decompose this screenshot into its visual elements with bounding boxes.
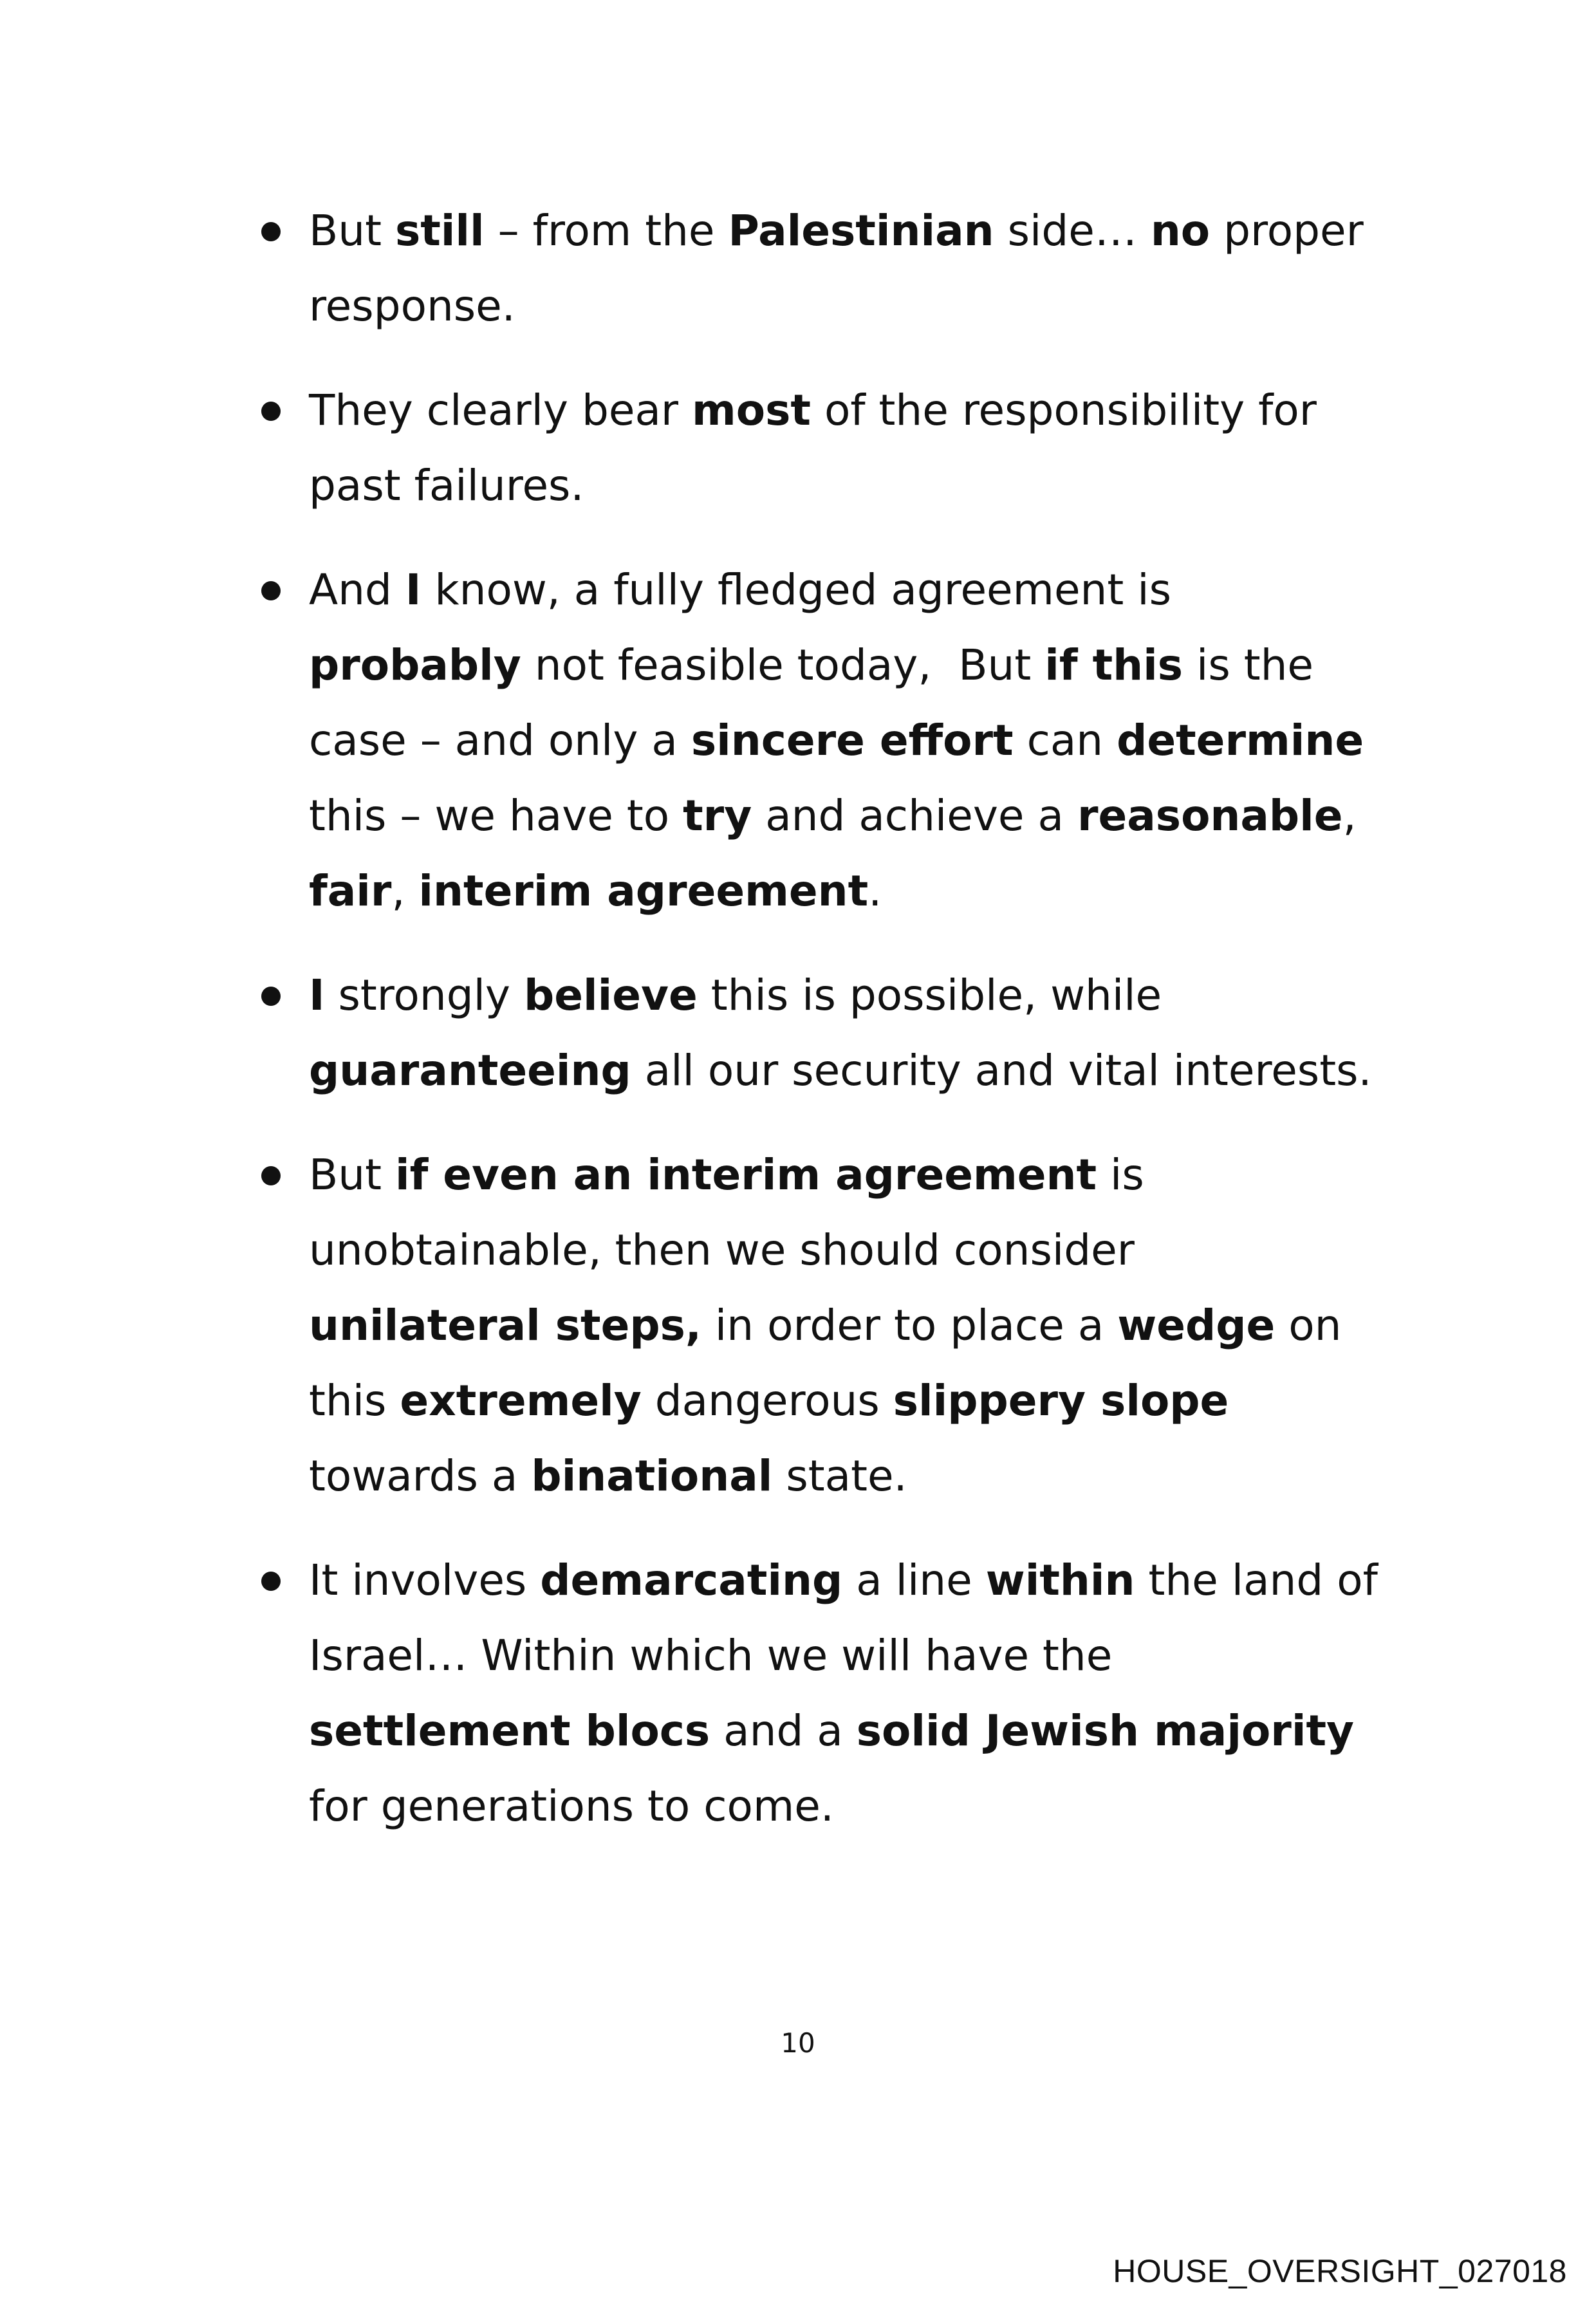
text-line [309, 1363, 1402, 1438]
bullet-item [256, 552, 1402, 929]
bullet-dot-icon [261, 402, 281, 421]
bold-text-run: within [985, 1555, 1135, 1605]
text-run: the land of [1135, 1555, 1378, 1605]
text-run: , [391, 866, 419, 916]
bold-text-run: if this [1044, 640, 1183, 690]
bold-text-run: interim agreement [418, 866, 869, 916]
bold-text-run: solid Jewish majority [856, 1706, 1355, 1756]
bold-text-run: sincere effort [691, 716, 1014, 765]
text-run: past failures. [309, 461, 584, 510]
bold-text-run: binational [531, 1451, 773, 1501]
text-run: unobtainable, then we should consider [309, 1225, 1135, 1275]
bold-text-run: probably [309, 640, 521, 690]
text-run: is [1097, 1150, 1144, 1200]
bold-text-run: slippery slope [893, 1376, 1229, 1425]
text-run: not feasible today, But [521, 640, 1045, 690]
bullet-item [256, 1543, 1402, 1844]
text-line [309, 627, 1402, 703]
text-line [309, 958, 1402, 1033]
bold-text-run: unilateral steps, [309, 1301, 701, 1350]
bullet-item [256, 193, 1402, 344]
text-line [309, 552, 1402, 627]
text-run: And [309, 565, 405, 615]
text-run: and a [710, 1706, 857, 1756]
text-run: side… [994, 206, 1151, 255]
text-line [309, 373, 1402, 448]
bold-text-run: settlement blocs [309, 1706, 710, 1756]
bullet-dot-icon [261, 987, 281, 1006]
text-run: is the [1183, 640, 1314, 690]
text-run: But [309, 206, 395, 255]
bullet-dot-icon [261, 581, 281, 600]
text-line [309, 193, 1402, 268]
text-run: of the responsibility for [810, 385, 1317, 435]
bold-text-run: guaranteeing [309, 1046, 631, 1095]
bold-text-run: if even an interim agreement [394, 1150, 1097, 1200]
bullet-item [256, 373, 1402, 523]
bold-text-run: no [1150, 206, 1211, 255]
text-line [309, 448, 1402, 523]
bold-text-run: fair [309, 866, 392, 916]
text-run: and achieve a [752, 791, 1077, 840]
text-run: know, a fully fledged agreement is [421, 565, 1171, 615]
text-line [309, 1693, 1402, 1768]
text-run: , [1342, 791, 1357, 840]
text-run: all our security and vital interests. [631, 1046, 1372, 1095]
bullet-item [256, 1137, 1402, 1514]
text-run: But [309, 1150, 395, 1200]
text-line [309, 1768, 1402, 1844]
text-run: strongly [324, 970, 524, 1020]
bold-text-run: try [683, 791, 752, 840]
text-run: dangerous [641, 1376, 893, 1425]
text-run: this [309, 1376, 400, 1425]
bullet-list [256, 193, 1402, 1873]
text-run: . [868, 866, 882, 916]
text-line [309, 1618, 1402, 1693]
bold-text-run: Palestinian [728, 206, 994, 255]
bullet-dot-icon [261, 222, 281, 241]
bold-text-run: believe [523, 970, 698, 1020]
text-line [309, 1212, 1402, 1288]
bullet-dot-icon [261, 1166, 281, 1185]
text-line [309, 778, 1402, 853]
bold-text-run: determine [1117, 716, 1364, 765]
text-run: – from the [484, 206, 728, 255]
text-line [309, 1137, 1402, 1212]
text-run: in order to place a [701, 1301, 1118, 1350]
bold-text-run: demarcating [540, 1555, 843, 1605]
bullet-dot-icon [261, 1572, 281, 1591]
bold-text-run: I [309, 970, 325, 1020]
bold-text-run: most [692, 385, 811, 435]
bold-text-run: still [394, 206, 485, 255]
text-run: a line [842, 1555, 986, 1605]
text-run: case – and only a [309, 716, 691, 765]
bold-text-run: extremely [400, 1376, 642, 1425]
text-run: towards a [309, 1451, 532, 1501]
text-run: state. [772, 1451, 907, 1501]
text-run: on [1275, 1301, 1342, 1350]
text-run: can [1013, 716, 1117, 765]
text-run: They clearly bear [309, 385, 692, 435]
text-run: this is possible, while [697, 970, 1162, 1020]
bold-text-run: reasonable [1077, 791, 1343, 840]
page-number: 10 [781, 2027, 815, 2059]
text-line [309, 268, 1402, 344]
text-line [309, 1033, 1402, 1108]
text-run: proper [1210, 206, 1364, 255]
text-run: response. [309, 281, 515, 331]
bullet-item [256, 958, 1402, 1108]
text-line [309, 703, 1402, 778]
bold-text-run: wedge [1117, 1301, 1276, 1350]
text-line [309, 1438, 1402, 1514]
text-run: It involves [309, 1555, 541, 1605]
text-run: for generations to come. [309, 1781, 834, 1831]
text-run: Israel… Within which we will have the [309, 1631, 1113, 1680]
bates-number: HOUSE_OVERSIGHT_027018 [1113, 2253, 1567, 2289]
text-line [309, 853, 1402, 929]
bold-text-run: I [405, 565, 422, 615]
text-line [309, 1288, 1402, 1363]
text-line [309, 1543, 1402, 1618]
text-run: this – we have to [309, 791, 683, 840]
